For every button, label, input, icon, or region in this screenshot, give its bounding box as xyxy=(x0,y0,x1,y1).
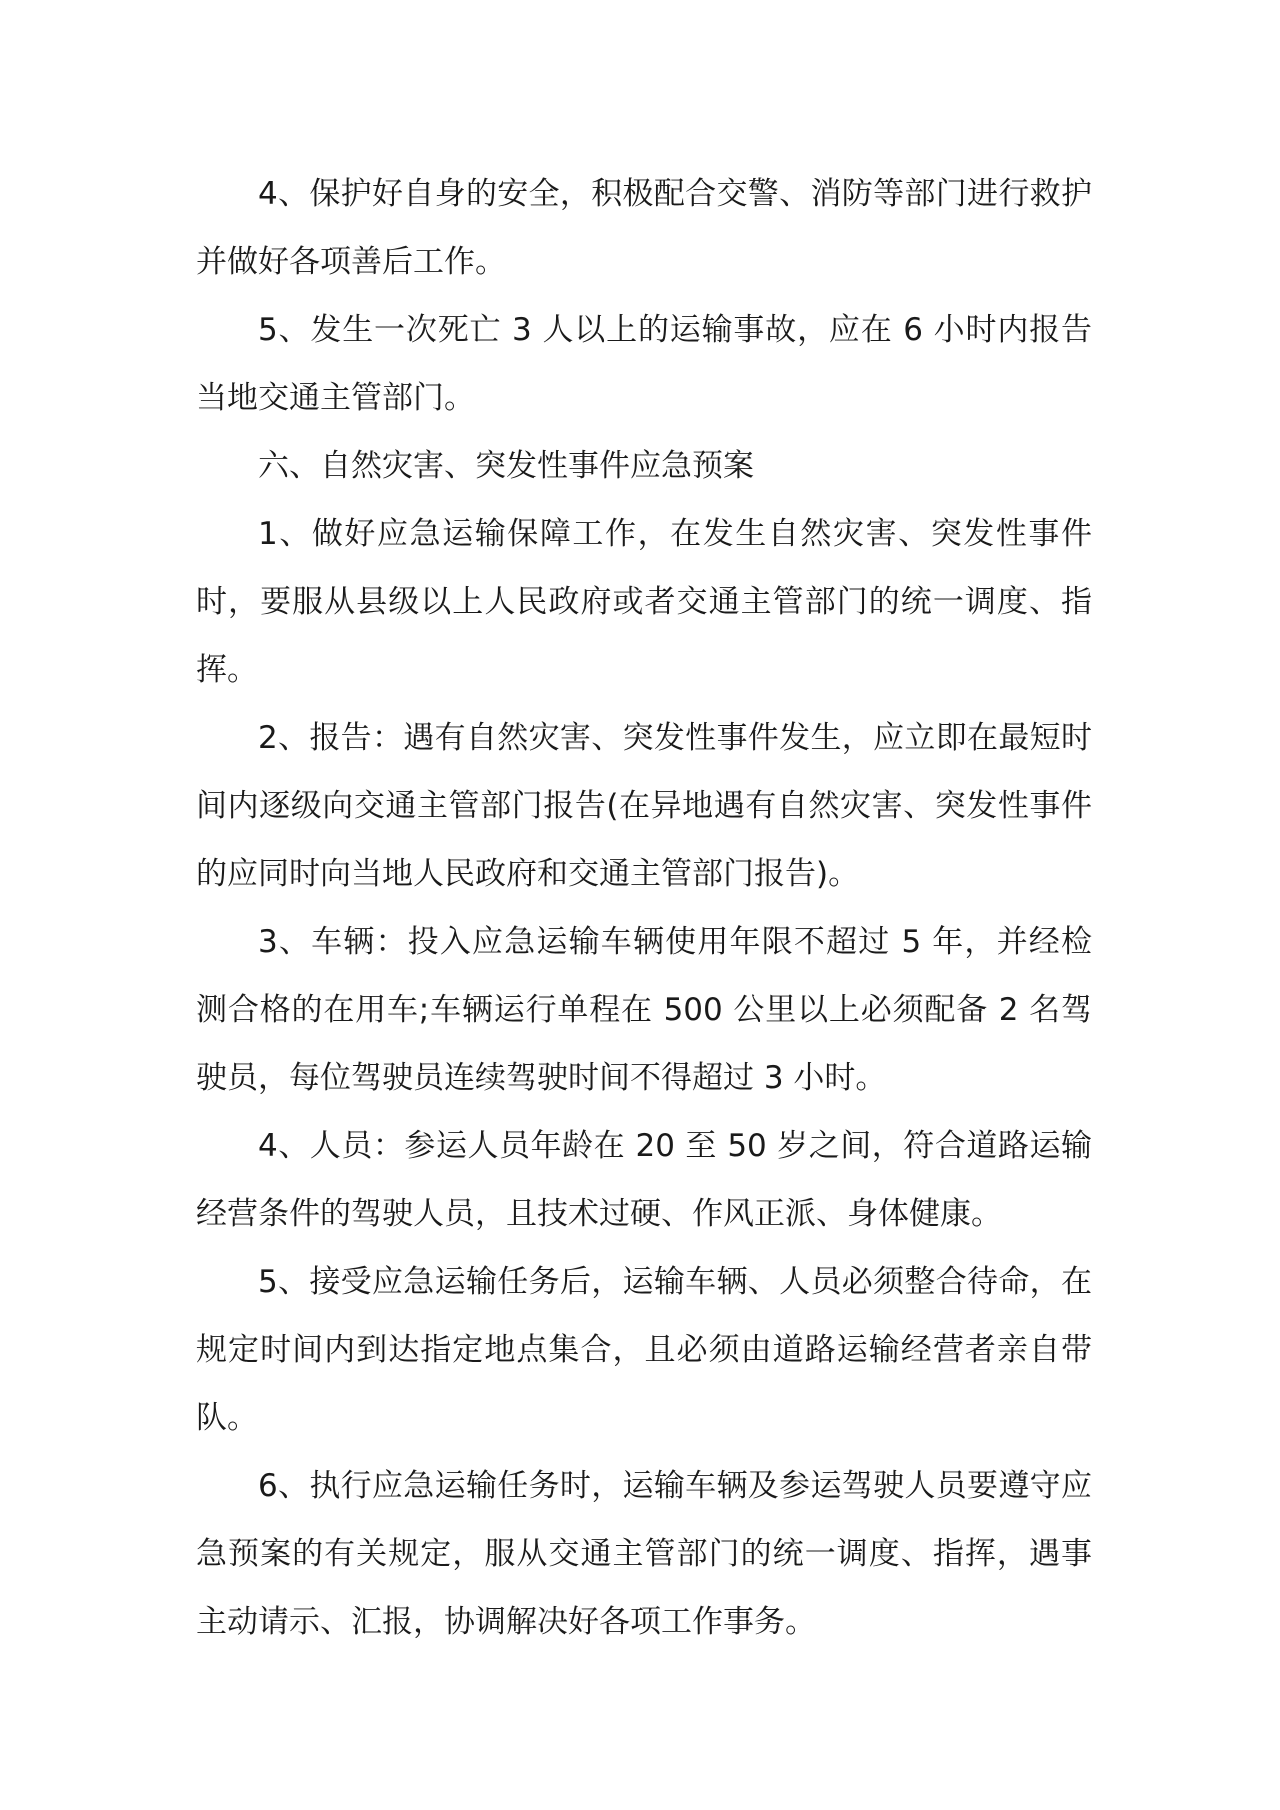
paragraph-item-5-assembly: 5、接受应急运输任务后，运输车辆、人员必须整合待命，在规定时间内到达指定地点集合，且必须由道路运输经营者亲自带队。 xyxy=(196,1264,1092,1436)
paragraph-item-2-report: 2、报告：遇有自然灾害、突发性事件发生，应立即在最短时间内逐级向交通主管部门报告(在异地遇有自然灾害、突发性事件的应同时向当地人民政府和交通主管部门报告)。 xyxy=(196,720,1092,892)
paragraph-item-3-vehicles: 3、车辆：投入应急运输车辆使用年限不超过 5 年，并经检测合格的在用车;车辆运行单程在 500 公里以上必须配备 2 名驾驶员，每位驾驶员连续驾驶时间不得超过 3 小时。 xyxy=(196,924,1092,1096)
paragraph-item-1-emergency-support: 1、做好应急运输保障工作，在发生自然灾害、突发性事件时，要服从县级以上人民政府或者交通主管部门的统一调度、指挥。 xyxy=(196,516,1092,688)
paragraph-item-6-execution: 6、执行应急运输任务时，运输车辆及参运驾驶人员要遵守应急预案的有关规定，服从交通主管部门的统一调度、指挥，遇事主动请示、汇报，协调解决好各项工作事务。 xyxy=(196,1468,1092,1640)
paragraph-item-5-report-accident: 5、发生一次死亡 3 人以上的运输事故，应在 6 小时内报告当地交通主管部门。 xyxy=(196,312,1092,416)
paragraph-item-4-rescue: 4、保护好自身的安全，积极配合交警、消防等部门进行救护并做好各项善后工作。 xyxy=(196,176,1092,280)
document-body xyxy=(196,160,1092,1656)
paragraph-item-4-personnel: 4、人员：参运人员年龄在 20 至 50 岁之间，符合道路运输经营条件的驾驶人员，且技术过硬、作风正派、身体健康。 xyxy=(196,1128,1092,1232)
section-heading-natural-disaster: 六、自然灾害、突发性事件应急预案 xyxy=(258,448,754,484)
